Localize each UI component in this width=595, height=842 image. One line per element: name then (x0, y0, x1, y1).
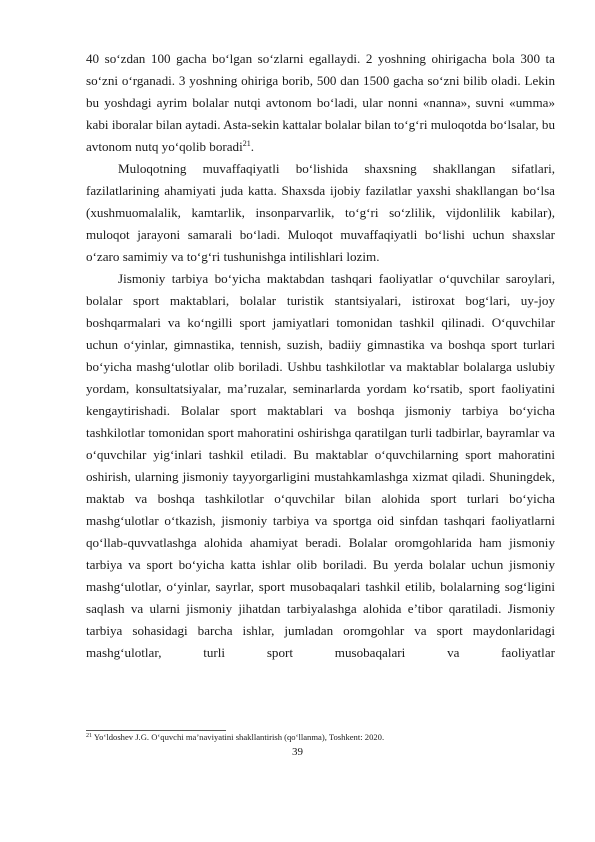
footnote-number: 21 (86, 733, 92, 739)
paragraph-1-text: 40 so‘zdan 100 gacha bo‘lgan so‘zlarni egallaydi. 2 yoshning ohirigacha bola 300 ta so‘zni o‘rganadi. 3 yoshning ohiriga borib, 500 dan 1500 gacha so‘zni bilib oladi. Lekin bu yoshdagi ayrim bolalar nutqi avtonom bo‘ladi, ular nonni «nanna», suvni «umma» kabi iboralar bilan aytadi. Asta-sekin kattalar bolalar bilan to‘g‘ri muloqotda bo‘lsalar, bu avtonom nutq yo‘qolib boradi (86, 51, 555, 154)
page-number: 39 (292, 746, 303, 758)
footnote-text: Yo‘ldoshev J.G. O‘quvchi ma’naviyatini shakllantirish (qo‘llanma), Toshkent: 2020. (92, 732, 385, 742)
paragraph-1-end: . (250, 139, 255, 154)
paragraph-1 (86, 48, 555, 158)
paragraph-3: Jismoniy tarbiya bo‘yicha maktabdan tashqari faoliyatlar o‘quvchilar saroylari, bolalar sport maktablari, bolalar turistik stantsiyalari, istiroxat bog‘lari, uy-joy boshqarmalari va ko‘ngilli sport jamiyatlari tomonidan tashkil qilinadi. O‘quvchilar uchun o‘yinlar, gimnastika, tennish, suzish, badiiy gimnastika va boshqa sport turlari bo‘yicha mashg‘ulotlar olib boriladi. Ushbu tashkilotlar va maktablar bolalarga uslubiy yordam, konsultatsiyalar, ma’ruzalar, seminarlarda yordam ko‘rsatib, sport faoliyatini kengaytirishadi. Bolalar sport maktablari va boshqa jismoniy tarbiya bo‘yicha tashkilotlar tomonidan sport mahoratini oshirishga qaratilgan turli tadbirlar, bayramlar va o‘quvchilar yig‘inlari tashkil etiladi. Bu maktablar o‘quvchilarning sport mahoratini oshirish, ularning jismoniy tayyorgarligini mustahkamlashga xizmat qiladi. Shuningdek, maktab va boshqa tashkilotlar o‘quvchilar bilan alohida sport turlari bo‘yicha mashg‘ulotlar o‘tkazish, jismoniy tarbiya va sportga oid sinfdan tashqari faoliyatlarni qo‘llab-quvvatlashga alohida ahamiyat beradi. Bolalar oromgohlarida ham jismoniy tarbiya va sport bo‘yicha katta ishlar olib boriladi. Bu yerda bolalar uchun jismoniy mashg‘ulotlar, o‘yinlar, sayrlar, sport musobaqalari tashkil etilib, bolalarning sog‘ligini saqlash va ularni jismoniy jihatdan tarbiyalashga alohida e’tibor qaratiladi. Jismoniy tarbiya sohasidagi barcha ishlar, jumladan oromgohlar va sport maydonlaridagi mashg‘ulotlar, turli sport musobaqalari va faoliyatlar (86, 271, 555, 660)
footnote-reference[interactable]: 21 (242, 139, 251, 148)
footnote (86, 732, 555, 743)
footnote-separator (86, 730, 226, 731)
paragraph-2: Muloqotning muvaffaqiyatli bo‘lishida shaxsning shakllangan sifatlari, fazilatlarining ahamiyati juda katta. Shaxsda ijobiy fazilatlar yaxshi shakllangan bo‘lsa (xushmuomalalik, kamtarlik, insonparvarlik, to‘g‘ri so‘zlilik, vijdonlilik kabilar), muloqot jarayoni samarali bo‘ladi. Muloqot muvaffaqiyatli bo‘lishi uchun shaxslar o‘zaro samimiy va to‘g‘ri tushunishga intilishlari lozim. (86, 161, 555, 264)
body-text (86, 48, 555, 664)
